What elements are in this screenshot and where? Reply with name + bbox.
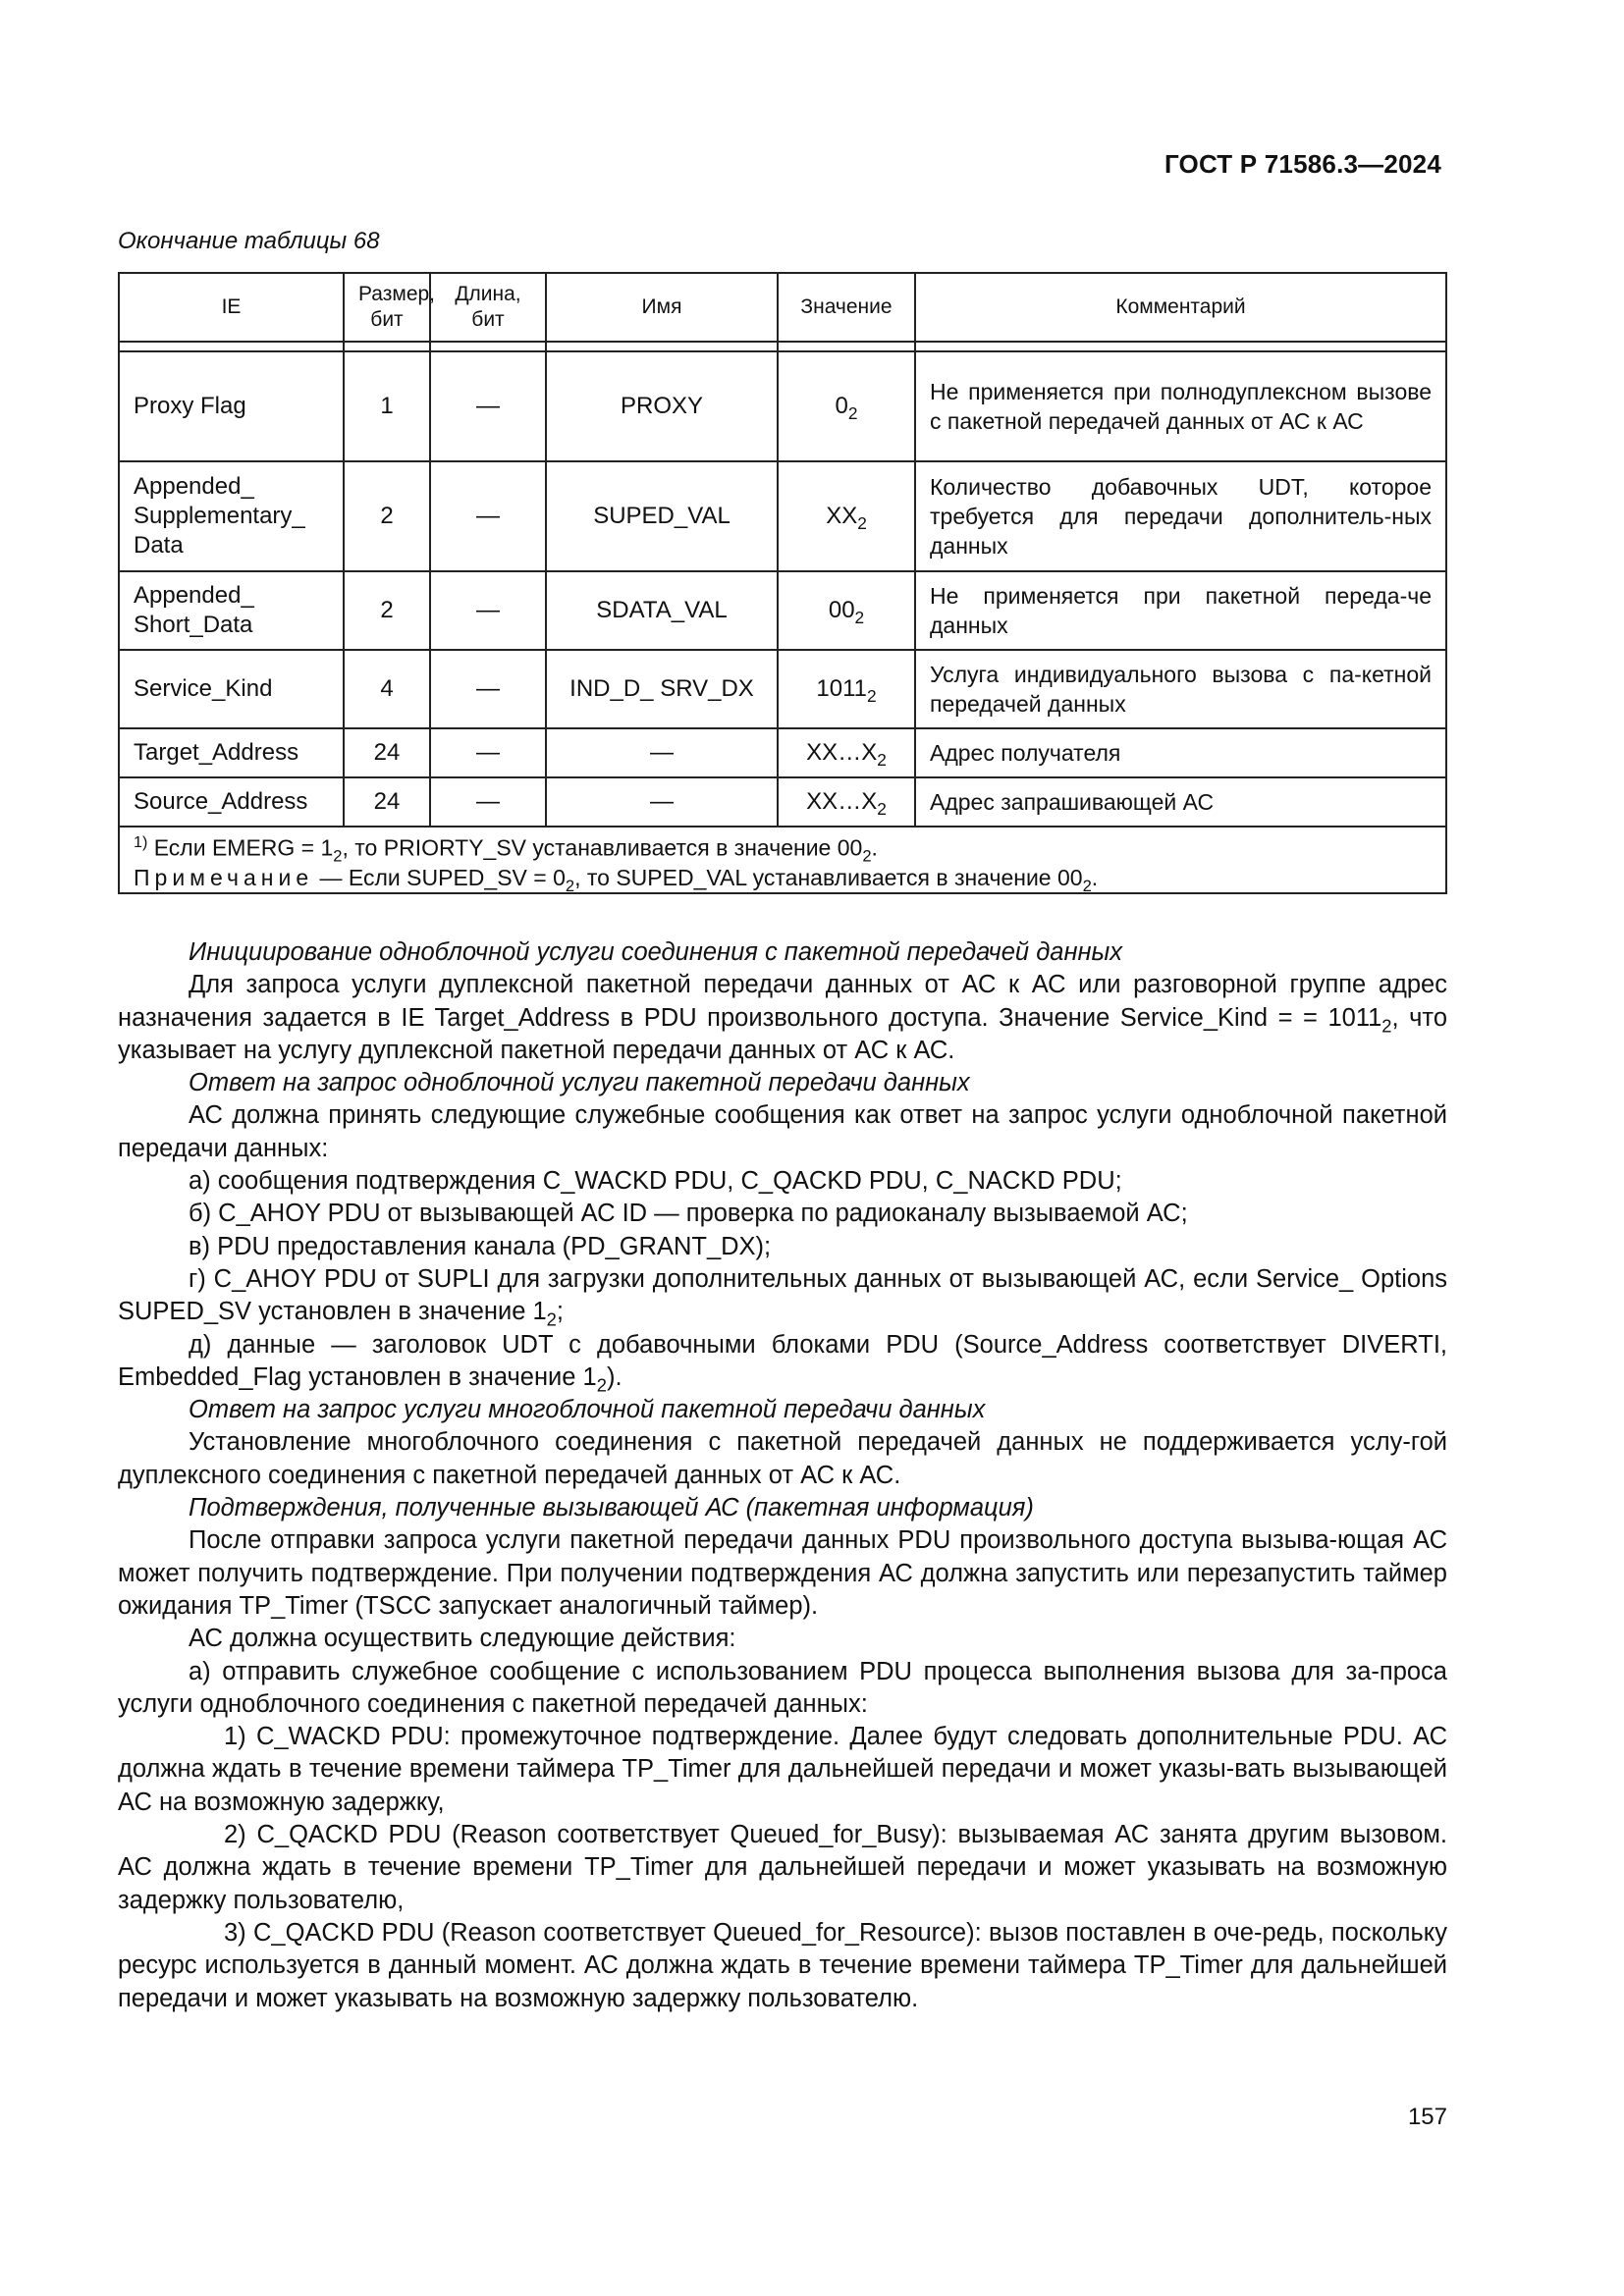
table-row [119,728,1446,777]
cell-comment: Не применяется при полнодуплексном вызове с пакетной передачей данных от АС к АС [915,351,1446,461]
cell-name: IND_D_ SRV_DX [546,650,778,728]
cell-size: 24 [344,777,430,827]
section-heading: Подтверждения, полученные вызывающей АС (пакетная информация) [189,1494,1034,1522]
section-heading: Ответ на запрос услуги многоблочной пакетной передачи данных [189,1396,986,1424]
cell-size: 2 [344,571,430,650]
col-length: Длина, бит [430,273,546,342]
sub-list-item: 2) C_QACKD PDU (Reason соответствует Queued_for_Busy): вызываемая АС занята другим вызовом. АС должна ждать в течение времени TP_Timer для дальнейшей передачи и может указывать на возможную задержку пользователю, [118,1821,1447,1914]
header-separator [119,342,1446,351]
cell-length: — [430,728,546,777]
cell-size: 24 [344,728,430,777]
table-header-row [119,273,1446,342]
paragraph: Установление многоблочного соединения с пакетной передачей данных не поддерживается услу-гой дуплексного соединения с пакетной передачей данных от АС к АС. [118,1428,1447,1489]
paragraph: АС должна принять следующие служебные сообщения как ответ на запрос услуги одноблочной пакетной передачи данных: [118,1101,1447,1162]
cell-size: 1 [344,351,430,461]
document-id: ГОСТ Р 71586.3—2024 [1164,149,1441,179]
list-item: а) отправить служебное сообщение с использованием PDU процесса выполнения вызова для за-проса услуги одноблочного соединения с пакетной передачей данных: [118,1657,1447,1718]
table-68 [118,272,1447,894]
col-value: Значение [778,273,915,342]
cell-name: — [546,777,778,827]
table-caption: Окончание таблицы 68 [118,228,380,254]
cell-value: $1011_2$ [778,650,915,728]
section-heading: Ответ на запрос одноблочной услуги пакетной передачи данных [189,1069,970,1097]
cell-comment: Услуга индивидуального вызова с па-кетной передачей данных [915,650,1446,728]
cell-length: — [430,650,546,728]
cell-value: $00_2$ [778,571,915,650]
cell-size: 4 [344,650,430,728]
table-footnote: $^{1)}$ Если EMERG = $1_2$, то PRIORTY_SV устанавливается в значение $00_2$. [134,833,878,866]
col-size: Размер, бит [344,273,430,342]
table-row [119,571,1446,650]
cell-ie: Proxy Flag [119,351,344,461]
cell-ie: Appended_ Supplementary_ Data [119,461,344,571]
paragraph: АС должна осуществить следующие действия: [189,1625,736,1653]
sub-list-item: 1) C_WACKD PDU: промежуточное подтверждение. Далее будут следовать дополнительные PDU. АС должна ждать в течение времени таймера TP_Timer для дальнейшей передачи и может указы-вать вызывающей АС на возможную задержку, [118,1723,1447,1816]
cell-name: — [546,728,778,777]
paragraph: Для запроса услуги дуплексной пакетной передачи данных от АС к АС или разговорной группе адрес назначения задается в IE Target_Address в PDU произвольного доступа. Значение Service_Kind = = $1011_2$, что указывает на услугу дуплексной пакетной передачи данных от АС к АС. [118,971,1448,1064]
cell-value: $XX_2$ [778,461,915,571]
cell-value: $XX\dots X_2$ [778,777,915,827]
table-row [119,351,1446,461]
cell-comment: Адрес получателя [915,728,1446,777]
table-row [119,650,1446,728]
list-item: д) данные — заголовок UDT с добавочными блоками PDU (Source_Address соответствует DIVERTI, Embedded_Flag установлен в значение $1_2$). [118,1330,1447,1396]
section-heading: Инициирование одноблочной услуги соединения с пакетной передачей данных [189,938,1123,966]
cell-ie: Appended_ Short_Data [119,571,344,650]
cell-length: — [430,351,546,461]
sub-list-item: 3) C_QACKD PDU (Reason соответствует Queued_for_Resource): вызов поставлен в оче-редь, поскольку ресурс используется в данный момент. АС должна ждать в течение времени таймера TP_Timer для дальнейшей передачи и может указывать на возможную задержку пользователю. [118,1918,1447,2012]
cell-ie: Target_Address [119,728,344,777]
cell-name: SUPED_VAL [546,461,778,571]
cell-value: $0_2$ [778,351,915,461]
table-notes [119,827,1446,893]
cell-ie: Service_Kind [119,650,344,728]
page-number: 157 [1407,2104,1447,2130]
table-row [119,777,1446,827]
cell-name: PROXY [546,351,778,461]
list-item: г) C_AHOY PDU от SUPLI для загрузки дополнительных данных от вызывающей АС, если Service_ Options SUPED_SV установлен в значение $1_2$; [118,1264,1447,1330]
cell-comment: Количество добавочных UDT, которое требуется для передачи дополнитель-ных данных [915,461,1446,571]
list-item: в) PDU предоставления канала (PD_GRANT_DX); [189,1232,772,1260]
col-name: Имя [546,273,778,342]
table-notes-row [119,827,1446,893]
table-row [119,461,1446,571]
cell-name: SDATA_VAL [546,571,778,650]
cell-value: $XX\dots X_2$ [778,728,915,777]
list-item: б) C_AHOY PDU от вызывающей АС ID — проверка по радиоканалу вызываемой АС; [189,1200,1188,1228]
paragraph: После отправки запроса услуги пакетной передачи данных PDU произвольного доступа вызыва-ющая АС может получить подтверждение. При получении подтверждения АС должна запустить или перезапустить таймер ожидания TP_Timer (TSCC запускает аналогичный таймер). [118,1526,1447,1620]
cell-comment: Адрес запрашивающей АС [915,777,1446,827]
cell-length: — [430,571,546,650]
body-text [118,936,1447,2015]
cell-comment: Не применяется при пакетной переда-че данных [915,571,1446,650]
table-note: Примечание — Если SUPED_SV = $0_2$, то SUPED_VAL устанавливается в значение $00_2$. [134,864,1099,895]
list-item: а) сообщения подтверждения C_WACKD PDU, C_QACKD PDU, C_NACKD PDU; [189,1167,1122,1196]
cell-ie: Source_Address [119,777,344,827]
cell-length: — [430,777,546,827]
col-comment: Комментарий [915,273,1446,342]
cell-size: 2 [344,461,430,571]
col-ie: IE [119,273,344,342]
cell-length: — [430,461,546,571]
